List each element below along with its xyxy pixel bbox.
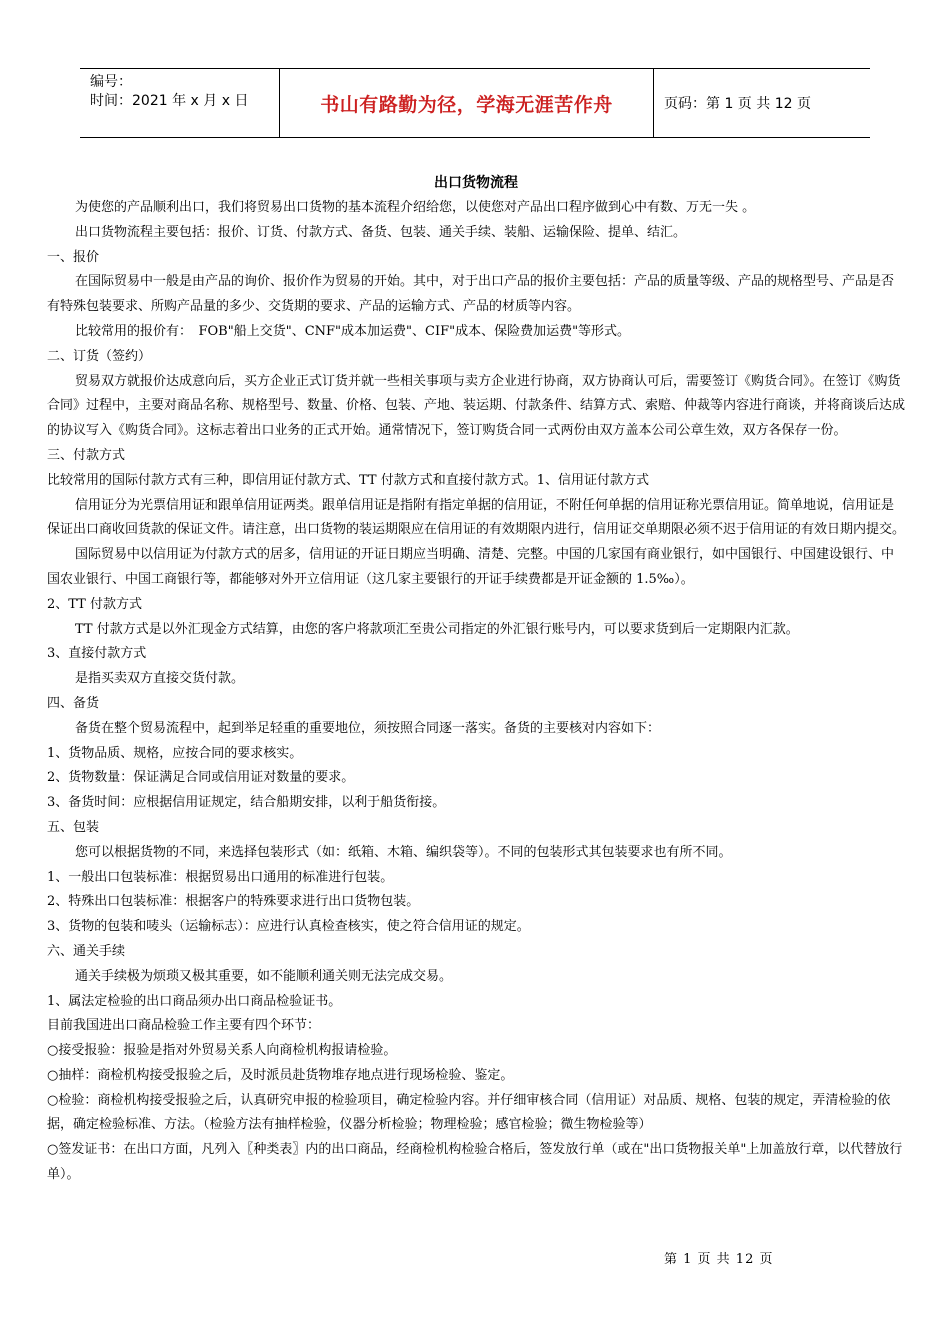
list-item: 3、货物的包装和唛头（运输标志）：应进行认真检查核实，使之符合信用证的规定。 <box>47 919 530 935</box>
paragraph: 目前我国进出口商品检验工作主要有四个环节： <box>47 1018 321 1034</box>
document-title: 出口货物流程 <box>434 175 518 191</box>
paragraph: 比较常用的国际付款方式有三种，即信用证付款方式、TT 付款方式和直接付款方式。1、信用证付款方式 <box>47 472 649 488</box>
list-item: 3、备货时间：应根据信用证规定，结合船期安排，以利于船货衔接。 <box>47 795 446 811</box>
bullet-item: ○接受报验：报验是指对外贸易关系人向商检机构报请检验。 <box>47 1043 397 1059</box>
paragraph: 国际贸易中以信用证为付款方式的居多，信用证的开证日期应当明确、清楚、完整。中国的几家国有商业银行，如中国银行、中国建设银行、中国农业银行、中国工商银行等，都能够对外开立信用证（这几家主要银行的开证手续费都是开证金额的 1.5‰）。 <box>47 547 895 587</box>
paragraph-flow-summary: 出口货物流程主要包括：报价、订货、付款方式、备货、包装、通关手续、装船、运输保险、提单、结汇。 <box>75 224 687 240</box>
paragraph: TT 付款方式是以外汇现金方式结算，由您的客户将款项汇至贵公司指定的外汇银行账号内，可以要求货到后一定期限内汇款。 <box>75 621 799 637</box>
section-heading-payment: 三、付款方式 <box>47 447 126 463</box>
bullet-item: ○抽样：商检机构接受报验之后，及时派员赴货物堆存地点进行现场检验、鉴定。 <box>47 1067 514 1083</box>
paragraph: 是指买卖双方直接交货付款。 <box>75 671 245 687</box>
header-page-info: 页码：第 1 页 共 12 页 <box>664 96 811 112</box>
paragraph: 在国际贸易中一般是由产品的询价、报价作为贸易的开始。其中，对于出口产品的报价主要包括：产品的质量等级、产品的规格型号、产品是否有特殊包装要求、所购产品量的多少、交货期的要求、产品的运输方式、产品的材质等内容。 <box>47 274 895 315</box>
section-heading-stock: 四、备货 <box>47 695 100 711</box>
header-motto-cell <box>280 69 654 137</box>
subsection-heading: 3、直接付款方式 <box>47 646 147 662</box>
header-meta <box>80 69 280 137</box>
subsection-heading: 2、TT 付款方式 <box>47 596 142 612</box>
paragraph-intro: 为使您的产品顺利出口，我们将贸易出口货物的基本流程介绍给您，以使您对产品出口程序做到心中有数、万无一失 。 <box>75 200 756 215</box>
paragraph: 备货在整个贸易流程中，起到举足轻重的重要地位，须按照合同逐一落实。备货的主要核对内容如下： <box>75 720 661 736</box>
header-motto: 书山有路勤为径，学海无涯苦作舟 <box>320 93 613 116</box>
paragraph: 信用证分为光票信用证和跟单信用证两类。跟单信用证是指附有指定单据的信用证，不附任何单据的信用证称光票信用证。简单地说，信用证是保证出口商收回货款的保证文件。请注意，出口货物的装运期限应在信用证的有效期限内进行，信用证交单期限必须不迟于信用证的有效日期内提交。 <box>47 497 906 538</box>
list-item: 1、属法定检验的出口商品须办出口商品检验证书。 <box>47 993 342 1009</box>
section-heading-customs: 六、通关手续 <box>47 943 126 959</box>
document-body <box>47 170 905 1188</box>
section-heading-quote: 一、报价 <box>47 249 100 265</box>
list-item: 2、特殊出口包装标准：根据客户的特殊要求进行出口货物包装。 <box>47 894 420 910</box>
paragraph: 通关手续极为烦琐又极其重要，如不能顺利通关则无法完成交易。 <box>75 968 453 984</box>
page-header <box>80 68 870 138</box>
document-time-label: 时间：2021 年 x 月 x 日 <box>90 93 249 109</box>
section-heading-order: 二、订货（签约） <box>47 348 152 364</box>
section-heading-packing: 五、包装 <box>47 819 100 835</box>
paragraph: 比较常用的报价有： FOB"船上交货"、CNF"成本加运费"、CIF"成本、保险费加运费"等形式。 <box>75 323 631 339</box>
bullet-item: ○检验：商检机构接受报验之后，认真研究申报的检验项目，确定检验内容。并仔细审核合同（信用证）对品质、规格、包装的规定，弄清检验的依据，确定检验标准、方法。（检验方法有抽样检验，仪器分析检验；物理检验；感官检验；微生物检验等） <box>47 1092 891 1133</box>
bullet-item: ○签发证书：在出口方面，凡列入〖种类表〗内的出口商品，经商检机构检验合格后，签发放行单（或在"出口货物报关单"上加盖放行章，以代替放行单）。 <box>47 1142 903 1183</box>
list-item: 2、货物数量：保证满足合同或信用证对数量的要求。 <box>47 770 355 786</box>
paragraph: 贸易双方就报价达成意向后，买方企业正式订货并就一些相关事项与卖方企业进行协商，双方协商认可后，需要签订《购货合同》。在签订《购货合同》过程中，主要对商品名称、规格型号、数量、价格、包装、产地、装运期、付款条件、结算方式、索赔、仲裁等内容进行商谈，并将商谈后达成的协议写入《购货合同》。这标志着出口业务的正式开始。通常情况下，签订购货合同一式两份由双方盖本公司公章生效，双方各保存一份。 <box>47 373 906 439</box>
list-item: 1、一般出口包装标准：根据贸易出口通用的标准进行包装。 <box>47 869 394 885</box>
paragraph: 您可以根据货物的不同，来选择包装形式（如：纸箱、木箱、编织袋等）。不同的包装形式其包装要求也有所不同。 <box>75 844 732 860</box>
page-footer: 第 1 页 共 12 页 <box>664 1252 774 1267</box>
document-number-label: 编号： <box>90 74 132 90</box>
list-item: 1、货物品质、规格，应按合同的要求核实。 <box>47 745 303 761</box>
